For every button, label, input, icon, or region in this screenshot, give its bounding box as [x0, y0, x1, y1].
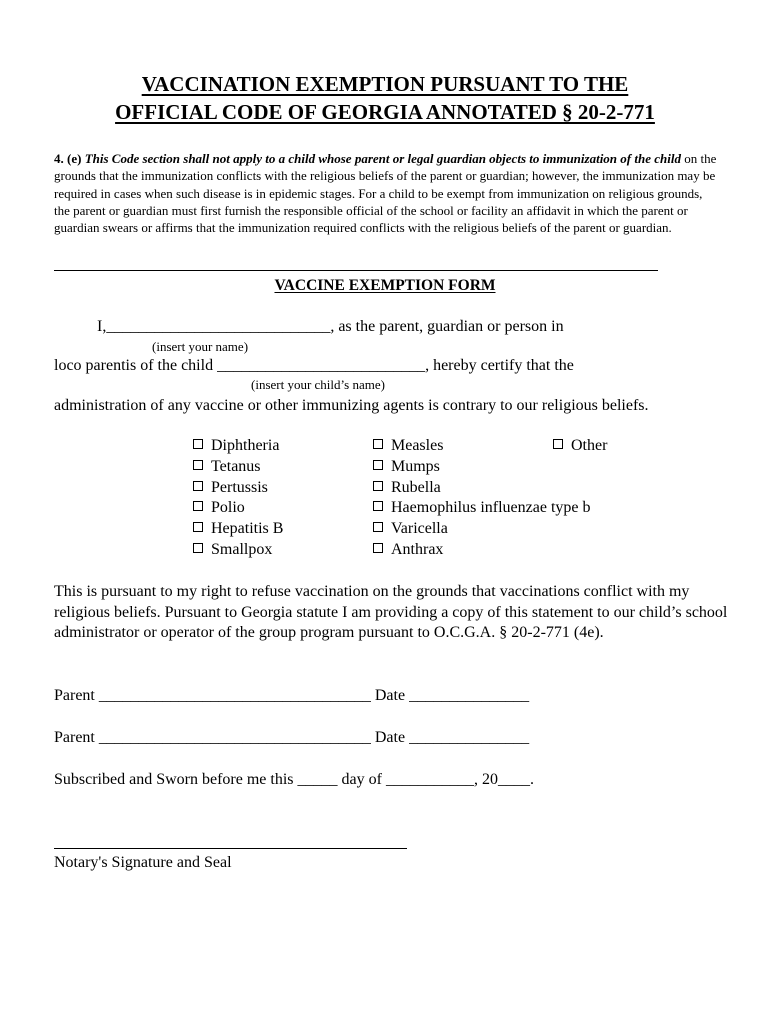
checkbox-diphtheria[interactable]: [193, 436, 279, 456]
checkbox-icon[interactable]: [373, 460, 383, 470]
statute-body: on the grounds that the immunization conflicts with the religious beliefs of the parent or guardian; however, the immunization may be required in cases when such disease is in epidemic stages. For a child to be exempt from immunization on religious grounds, the parent or guardian must first furnish the responsible official of the school or facility an affidavit in which the parent or guardian swears or affirms that the immunization required conflicts with the religious beliefs of the parent or guardian.: [54, 151, 717, 236]
checkbox-smallpox[interactable]: [193, 540, 272, 560]
vaccine-label: Measles: [391, 437, 444, 454]
checkbox-haemophilus[interactable]: [373, 498, 591, 518]
title-line-2: OFFICIAL CODE OF GEORGIA ANNOTATED § 20-2-771: [115, 100, 655, 124]
vaccine-label: Haemophilus influenzae type b: [391, 499, 591, 516]
checkbox-icon[interactable]: [193, 439, 203, 449]
checkbox-pertussis[interactable]: [193, 478, 268, 498]
parent-name-line[interactable]: I,____________________________, as the parent, guardian or person in: [97, 318, 564, 335]
checkbox-icon[interactable]: [373, 543, 383, 553]
checkbox-varicella[interactable]: [373, 519, 448, 539]
vaccine-label: Rubella: [391, 479, 441, 496]
checkbox-tetanus[interactable]: [193, 457, 261, 477]
child-name-line[interactable]: loco parentis of the child __________________________, hereby certify that the: [54, 357, 574, 374]
checkbox-icon[interactable]: [373, 501, 383, 511]
checkbox-icon[interactable]: [373, 522, 383, 532]
parent-name-hint: (insert your name): [152, 339, 249, 354]
checkbox-measles[interactable]: [373, 436, 443, 456]
statute-excerpt: [54, 150, 718, 236]
checkbox-icon[interactable]: [553, 439, 563, 449]
statute-number: 4. (e): [54, 151, 82, 166]
vaccine-label: Diphtheria: [211, 437, 280, 454]
child-name-hint: (insert your child’s name): [251, 377, 385, 392]
form-heading: [0, 276, 770, 296]
checkbox-icon[interactable]: [193, 522, 203, 532]
checkbox-rubella[interactable]: [373, 478, 441, 498]
checkbox-icon[interactable]: [193, 481, 203, 491]
checkbox-icon[interactable]: [373, 439, 383, 449]
sworn-statement[interactable]: Subscribed and Sworn before me this _____ day of ___________, 20____.: [54, 771, 534, 788]
checkbox-icon[interactable]: [193, 460, 203, 470]
vaccine-label: Smallpox: [211, 541, 273, 558]
vaccine-label: Varicella: [391, 520, 448, 537]
statute-emphasis: This Code section shall not apply to a child whose parent or legal guardian objects to immunization of the child: [84, 151, 681, 166]
checkbox-polio[interactable]: [193, 498, 245, 518]
document-title: [0, 70, 770, 126]
vaccine-label: Tetanus: [211, 458, 261, 475]
parent-signature-2[interactable]: Parent __________________________________ Date _______________: [54, 729, 530, 746]
checkbox-mumps[interactable]: [373, 457, 440, 477]
checkbox-anthrax[interactable]: [373, 540, 443, 560]
title-line-1: VACCINATION EXEMPTION PURSUANT TO THE: [141, 72, 629, 96]
checkbox-other[interactable]: [553, 436, 607, 456]
vaccine-label: Other: [571, 437, 608, 454]
vaccine-label: Pertussis: [211, 479, 268, 496]
checkbox-hepatitis-b[interactable]: [193, 519, 283, 539]
certification-statement: administration of any vaccine or other immunizing agents is contrary to our religious beliefs.: [54, 397, 649, 414]
notary-label: Notary's Signature and Seal: [54, 854, 232, 871]
vaccine-label: Mumps: [391, 458, 440, 475]
parent-signature-1[interactable]: Parent __________________________________ Date _______________: [54, 687, 530, 704]
statement-paragraph: This is pursuant to my right to refuse vaccination on the grounds that vaccinations conflict with my religious beliefs. Pursuant to Georgia statute I am providing a copy of this statement to our child’s school administrator or operator of the group program pursuant to O.C.G.A. § 20-2-771 (4e).: [54, 583, 728, 642]
checkbox-icon[interactable]: [193, 501, 203, 511]
vaccine-label: Hepatitis B: [211, 520, 284, 537]
notary-signature-line[interactable]: [54, 848, 407, 849]
checkbox-icon[interactable]: [193, 543, 203, 553]
vaccine-label: Polio: [211, 499, 245, 516]
checkbox-icon[interactable]: [373, 481, 383, 491]
section-divider: [54, 270, 658, 271]
vaccine-label: Anthrax: [391, 541, 444, 558]
form-heading-text: VACCINE EXEMPTION FORM: [274, 277, 496, 294]
